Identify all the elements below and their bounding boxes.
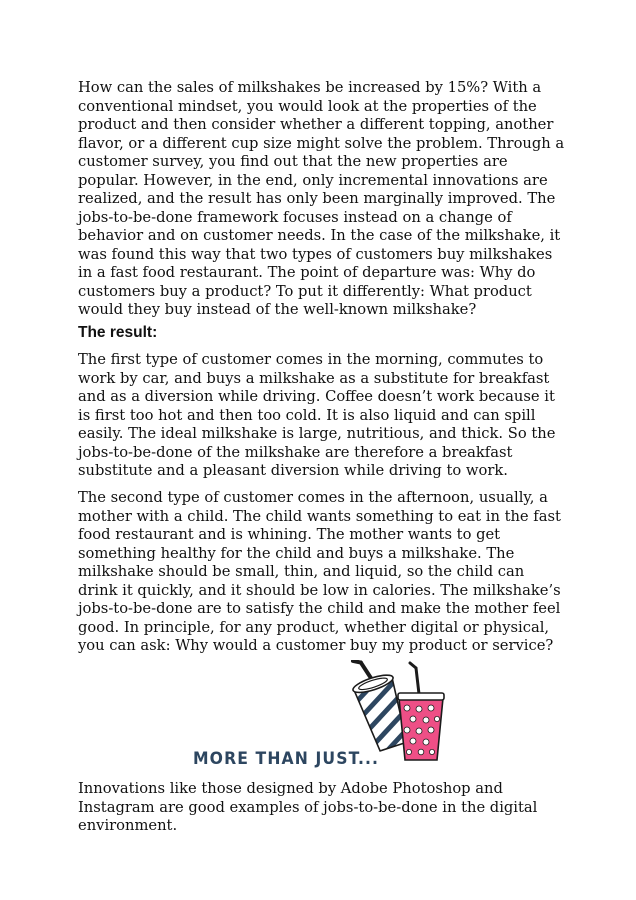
closing-paragraph: Innovations like those designed by Adobe Photoshop and Instagram are good examples of jobs-to-be-done in the digital environment.	[78, 780, 538, 834]
illustration-caption: MORE THAN JUST...	[193, 749, 380, 769]
result-heading: The result:	[78, 324, 158, 341]
second-customer-paragraph: The second type of customer comes in the afternoon, usually, a mother with a child. The child wants something to eat in the fast food restaurant and is whining. The mother wants to get something healthy for the child and buys a milkshake. The milkshake should be small, thin, and liquid, so the child can drink it quickly, and it should be low in calories. The milkshake’s jobs-to-be-done are to satisfy the child and make the mother feel good. In principle, for any product, whether digital or physical, you can ask: Why would a customer buy my product or service?	[78, 489, 561, 654]
intro-paragraph: How can the sales of milkshakes be increased by 15%? With a conventional mindset, you would look at the properties of the product and then consider whether a different topping, another flavor, or a different cup size might solve the problem. Through a customer survey, you find out that the new properties are popular. However, in the end, only incremental innovations are realized, and the result has only been marginally improved. The jobs-to-be-done framework focuses instead on a change of behavior and on customer needs. In the case of the milkshake, it was found this way that two types of customers buy milkshakes in a fast food restaurant. The point of departure was: Why do customers buy a product? To put it differently: What product would they buy instead of the well-known milkshake?	[78, 79, 565, 318]
first-customer-paragraph: The first type of customer comes in the morning, commutes to work by car, and buys a milkshake as a substitute for breakfast and as a diversion while driving. Coffee doesn’t work because it is first too hot and then too cold. It is also liquid and can spill easily. The ideal milkshake is large, nutritious, and thick. So the jobs-to-be-done of the milkshake are therefore a breakfast substitute and a pleasant diversion while driving to work.	[78, 351, 556, 479]
pink-cup-icon	[398, 663, 444, 760]
